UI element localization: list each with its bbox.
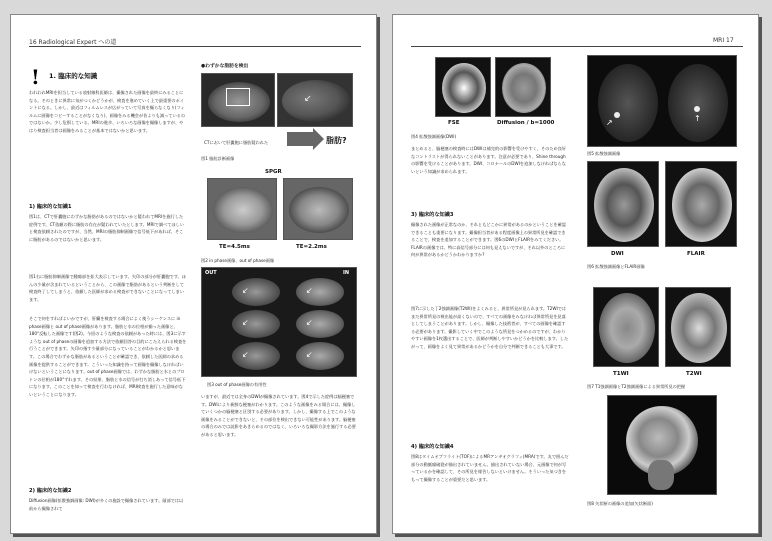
paragraph-4: Diffusion画像(拡散強調画像: DWI)が多くの施設で撮像されています。頭部では以前から撮像されて — [29, 498, 184, 511]
fig1-ct-image — [201, 73, 275, 127]
running-header-right: MRI 17 — [713, 37, 734, 44]
fig4-diffusion-image — [495, 57, 551, 117]
fig8-caption: 図8 矢状断の画像の追加(矢状断面) — [587, 501, 653, 506]
right-text-3: 図7に示した丁2強調画像(T2WI)をよくみると、異常所見が見られます。T2WIではまだ異常所見の検出能が高くないので、すべての画像をみなければ異常所見を見落としてしまうことがあります。しかし、撮像した技術者が、すべての画像を確認する必要があります。撮影していく中でこのような所見をつかめるのですが、わかりやすい画像を1枚選出することで、医師が判断しやすいかどうかを比較します。したがって、画像をよく見て異常があるかどうかを自分で判断できることも大事です。 — [411, 306, 569, 349]
right-text-4: 図8はタイムオブフライト(TOF)によるMRアンギオグラフィ(MRA)です。丸で囲んだ部分の動脈瘤破裂が描出されていません。描出されていない場合、元画像で何が写っているかを確認して、その所見を報告しないといけません。そういった気づきをもって撮像することが重要だと思います。 — [411, 454, 569, 482]
fig4-diffusion-label: Diffusion / b=1000 — [497, 120, 555, 126]
fig6-dwi-label: DWI — [611, 251, 624, 257]
fig1-note: CTにおいて肝嚢胞に脂肪疑われた — [204, 140, 269, 145]
arrow-icon: ↙ — [242, 318, 249, 327]
fig1-arrow-label: 脂肪? — [326, 136, 347, 145]
fig2-title: SPGR — [265, 169, 282, 175]
fig7-t1-label: T1WI — [613, 371, 629, 377]
fig6-flair-label: FLAIR — [687, 251, 705, 257]
fig5-image — [587, 55, 737, 147]
fig4-caption: 図4 拡散強調画像(DWI) — [411, 134, 457, 139]
fig2-left-image — [207, 178, 277, 240]
column-2-text: いますが、最近では全身のDWIが撮像されています。図4で示した症例は脳梗塞です。DWIにより新鮮な梗塞がわかります。このような画像をみる場合には、撮像していくつかの脳梗塞と区別する必要があります。しかし、撮像する上でこのような画像をみることができないと、その部位を検出できない可能性があります。脳梗塞の場合のみでは読影をあきらめるのではなく、いろいろな撮影方法を施行する必要があると思います。 — [201, 394, 356, 437]
paragraph-2: 図1右に脂肪抑制画像で腫瘍部を拡大表示しています。矢印の部分が肝嚢胞です。ほんの少量が含まれているということから、この画像で脂肪があるという判断をして検査終了してしまうと、依頼した医師が求める検査ができないことになってしまいます。 — [29, 274, 186, 302]
fig2-caption: 図2 in phase画像、out of phase画像 — [201, 258, 275, 263]
running-header-left: 16 Radiological Expert への道 — [29, 39, 117, 46]
fig7-t1-image — [593, 287, 659, 367]
fig6-dwi-image — [587, 161, 659, 247]
arrow-icon: ↙ — [304, 94, 312, 104]
fig8-sagittal-image — [607, 395, 717, 495]
fig6-flair-image — [665, 161, 737, 247]
fig7-t2-image — [665, 287, 731, 367]
fig2-right-image — [283, 178, 353, 240]
arrow-icon: ↙ — [306, 286, 313, 295]
fig3-out-label: OUT — [205, 270, 217, 276]
fig7-t2-label: T2WI — [686, 371, 702, 377]
intro-paragraph: われわれMRIを担当している放射線科医師は、撮像された画像を最終にみることになる。そのときに異常に気がつくかどうかが、検査を進めていく上で最重要のポイントになる。しかし、最近はフィルムレスが広がっていて写真を撮らなくなり(フィルムに画像をコピーすることがなくなり)、画像をみる機会が昔よりも減っているのではないか。少し危惧している。MRIの進歩、いろいろな画像を撮像しますが、やはり検査担当者は画像をみることが基本ではないかと思います。 — [29, 90, 186, 133]
fig5-caption: 図5 拡散強調画像 — [587, 151, 621, 156]
subhead-knowledge-2: 2) 臨床的な知識2 — [29, 488, 72, 494]
arrow-icon: ↙ — [306, 350, 313, 359]
right-text-1: まとめると、脳梗塞の検査時にはDWIは補完的の影響を受けやすく、そのため良好なコントラストが得られないことがあります。注意が必要であり、Shine throughの影響を受けることがあります。DWI、コロナールのDWIを追加しなければならないという知識が求められます。 — [411, 146, 567, 174]
subhead-knowledge-1: 1) 臨床的な知識1 — [29, 204, 72, 210]
fig3-in-label: IN — [343, 270, 350, 276]
header-rule — [411, 46, 743, 47]
arrow-icon: ↗ — [606, 118, 613, 127]
header-rule — [29, 46, 361, 47]
page-left — [10, 14, 377, 534]
fig2-right-label: TE=2.2ms — [296, 244, 327, 250]
subhead-knowledge-3: 3) 臨床的な知識3 — [411, 212, 454, 218]
fig2-left-label: TE=4.5ms — [219, 244, 250, 250]
fig1-caption: 図1 脂肪診断画像 — [201, 156, 235, 161]
paragraph-3: そこで何をすればよいかですが、肝臓を検査する場合によく使うシーケンスに in phase画像と out of phase画像があります。脂肪と水の位相が揃った画像と、180°反転した画像です(図2)。今回のような検査の依頼があった時には、図3に示すような out of phaseの画像を追加する方法で依頼回答の目的にこたえられる検査を行うことができます。矢印の指す少量部分になっていることがわかるかと思います。この場合でわずかな脂肪があるということが確認でき、依頼した医師の求める画像を提供することができます。こういった知識を持って画像を撮像しなければいけないということになります。out of phase画像では、わずかな脂肪と水とのプロトンの位相が180°ずれます。その結果、脂肪と水の信号が打ち消しあって信号低下になります。このことを知って検査を行わなければ、MRI検査を施行した意味がないということになります。 — [29, 316, 187, 397]
subhead-knowledge-4: 4) 臨床的な知識4 — [411, 444, 454, 450]
arrow-icon: ↑ — [694, 114, 701, 123]
fig7-caption: 図7 T1強調画像とT2強調画像による異常所見の把握 — [587, 384, 686, 389]
big-arrow-icon — [287, 132, 313, 146]
fig3-caption: 図3 out of phase画像の有用性 — [207, 382, 267, 387]
fig3-image-panel — [201, 267, 357, 377]
page-right — [392, 14, 759, 534]
fig1-zoom-image — [277, 73, 353, 127]
arrow-icon: ↙ — [242, 286, 249, 295]
fig4-fse-label: FSE — [448, 120, 460, 126]
exclamation-icon: ! — [31, 65, 40, 89]
paragraph-1: 図1は、CTで肝嚢胞にわずかな脂肪があるのではないかと疑われてMRIを施行した症例です。CT依頼の際に脂肪の存在が疑われていたとします。MRIで調べてほしいと検査依頼されたのですが、当然、MRIの脂肪抑制画像で信号低下があれば、そこに脂肪があるのではないかと思います。 — [29, 214, 184, 242]
arrow-icon: ↙ — [242, 350, 249, 359]
fig4-fse-image — [435, 57, 491, 117]
fig1-title: ●わずかな脂肪を検出 — [201, 64, 249, 69]
fig6-caption: 図6 拡散強調画像とFLAIR画像 — [587, 264, 645, 269]
right-text-2: 撮像された画像が正常なのか、それともどこかに異常があるのかということを確認できることも重要になります。撮像担当者がある程度画像上の異常所見を確認できることで、検査を追加することができます。図6のDWIとFLAIRをみてください。FLAIRの画像では、特に高信号部分には何も見えないですが、それ以外のところに何が異常があるかどうかわかりますか? — [411, 222, 566, 258]
section-title: 1. 臨床的な知識 — [49, 72, 98, 80]
arrow-icon: ↙ — [306, 318, 313, 327]
